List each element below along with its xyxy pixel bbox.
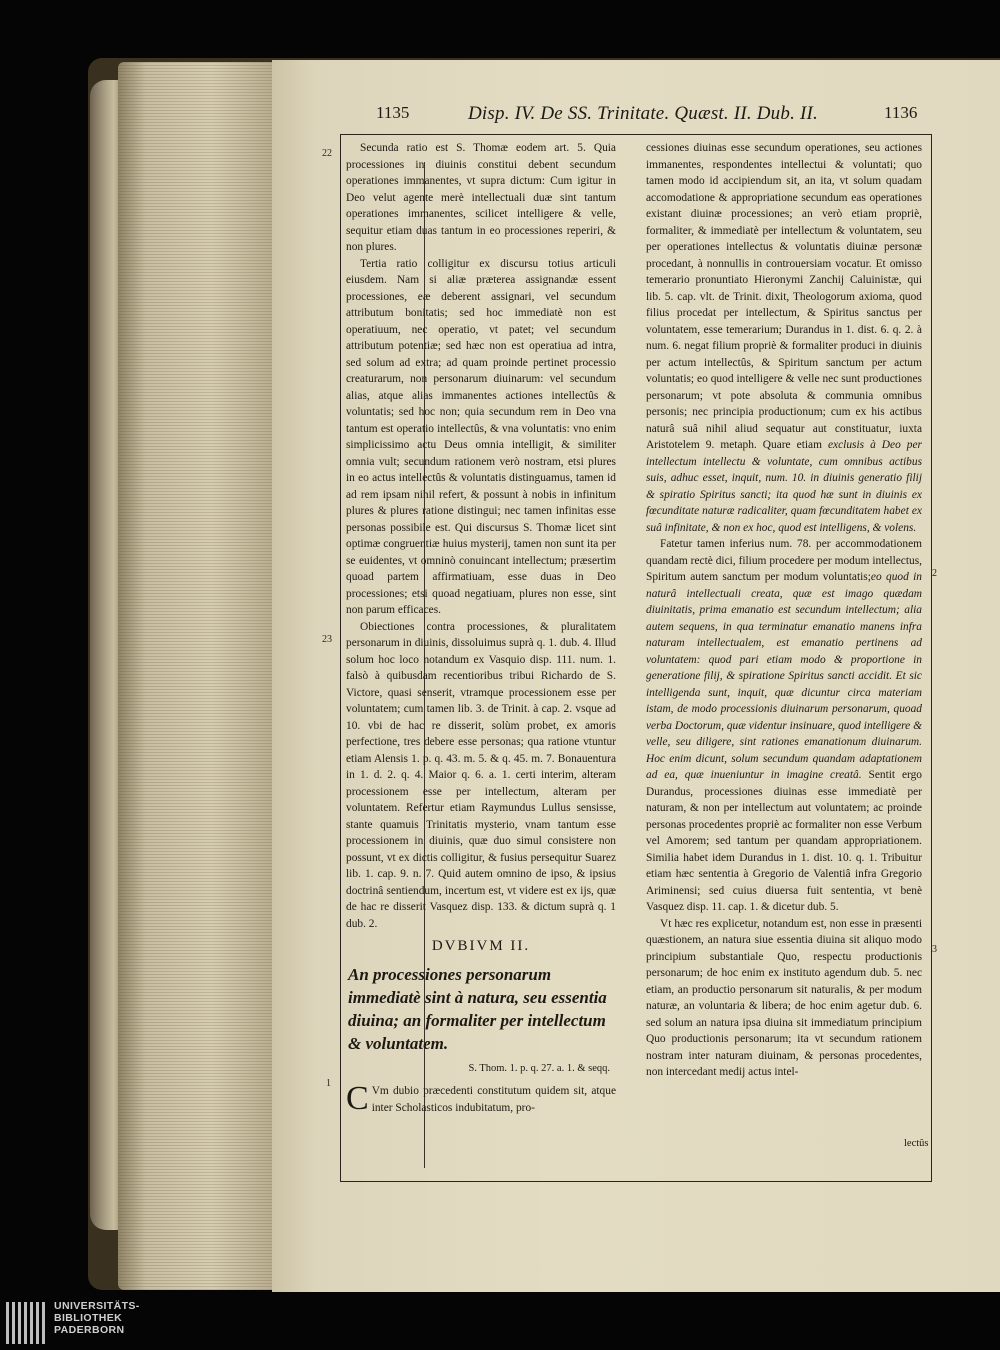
paragraph-text: Vm dubio præcedenti constitutum quidem sit, atque inter Scholasticos indubitatum, pro-	[371, 1085, 616, 1114]
paragraph	[646, 140, 922, 536]
paragraph: Tertia ratio colligitur ex discursu totius articuli eiusdem. Nam si aliæ præterea assignandæ essent processiones, eæ deberent assignari, vel secundum attributum bonitatis; sed hoc immediatè non est operatiuum, nec operatio, vt patet; vel secundum attributum potentiæ; sed hæc non est operatiua ad intra, sed solum ad extra; ad quam proinde pertinet processio creaturarum, non personarum diuinarum: vel secundum alias, atque alias immanentes actiones intellectûs & voluntatis; sed hoc non; quia secundum rem in Deo vna tantum est operatio intellectûs, & vna voluntatis: vno enim simplicissimo actu Deus omnia intelligit, & similiter omnia vult; secundum rationem verò nostram, etsi plures in eo actus intellectûs & voluntatis distinguamus, tamen id ad rem ipsam nihil refert, & possunt à nobis in infinitum plures & plures ratione distingui; nec tamen infinitas esse personas possibile est. Qui discursus S. Thomæ licet sint optimæ congruentiæ huius mysterij, tamen non sunt ita per se euidentes, vt omninò conuincant intellectum; præsertim quoad partem affirmatiuam, esse duas in Deo processiones; etsi quoad negatiuam, plures non esse, sint non parum efficaces.	[346, 257, 616, 616]
library-logo-icon	[6, 1302, 46, 1344]
citation: S. Thom. 1. p. q. 27. a. 1. & seqq.	[468, 1062, 610, 1074]
paragraph	[346, 1080, 616, 1117]
logo-line: UNIVERSITÄTS-	[54, 1300, 140, 1312]
margin-number: 2	[932, 568, 937, 579]
paragraph-text: Fatetur tamen inferius num. 78. per accommodationem quandam rectè dici, filium procedere per modum intellectus, Spiritum autem sanctum per modum voluntatis;	[646, 538, 922, 583]
quotation: eo quod in naturâ intellectuali creata, quæ est imago quædam diuinitatis, prima emanatio est secundum intellectum; alia autem sequens, in qua terminatur emanatio manens infra naturam intellectualem, est emanatio pertinens ad voluntatem: quod pari etiam modo & proportione in generatione filij, & spiratione Spiritus sancti accidit. Et sic intelligenda sunt, inquit, quæ dicuntur circa materiam istam, de modo processionis diuinarum personarum, quoad verba Doctorum, quæ videntur insinuare, quod intelligere & velle, seu diligere, sint rationes emanationum diuinarum. Hoc enim dicunt, solum secundum quandam adaptationem ad ea, quæ inueniuntur in imagine creatâ.	[646, 571, 922, 781]
question-heading: An processiones personarum immediatè sint à natura, seu essentia diuina; an formaliter per intellectum & voluntatem.	[348, 964, 607, 1053]
margin-number: 1	[326, 1078, 331, 1089]
paragraph: Obiectiones contra processiones, & pluralitatem personarum in diuinis, dissoluimus suprà q. 1. dub. 4. Illud solum hoc loco notandum ex Vasquio disp. 111. num. 1. falsò à quibusdam recentioribus tribui Richardo de S. Victore, quasi senserit, vtramque processionem esse per voluntatem; cum tamen lib. 3. de Trinit. à cap. 2. vsque ad 10. vbi de hac re disserit, solùm probet, ex amoris perfectione, tres debere esse personas; qua ratione vtuntur etiam Alensis 1. p. q. 43. m. 5. & q. 45. m. 7. Bonauentura in 1. d. 2. q. 4. Maior q. 6. a. 1. certi interim, alteram processionem esse per intellectum, alteram per voluntatem. Refertur etiam Raymundus Lullus sensisse, stante quamuis Trinitatis mysterio, vnam tantum esse processionem in diuinis, quæ duo simul consistere non possunt, vt ex dictis colligitur, & fusius persequitur Suarez lib. 1. cap. 9. n. 7. Quid autem omnino de ipso, & ipsius doctrinâ sentiendum, incertum est, vt videre est ex ijs, quæ de hac re disserit Vasquez disp. 133. & dictum suprà q. 1 dub. 2.	[346, 620, 616, 930]
library-logo-text	[54, 1300, 140, 1336]
paragraph: Vt hæc res explicetur, notandum est, non esse in præsenti quæstionem, an natura siue essentia diuina sit aliquo modo principium substantiale Quo, respectu productionis personarum; de hoc enim ex instituto agendum dub. 5. nec etiam, an productio personarum sit naturalis, & per modum naturæ, an voluntaria & libera; de hoc enim agetur dub. 6. sed solum an natura ipsa diuina sit immediatum principium Quo productionis personarum; ita vt secundum rationem nostram inter naturam diuinam, & personas procedentes, non intercedant medij actus intel-	[646, 917, 922, 1078]
logo-line: BIBLIOTHEK	[54, 1312, 123, 1324]
margin-number: 23	[322, 634, 332, 645]
margin-number: 3	[932, 944, 937, 955]
dubium-heading: DVBIVM II.	[431, 938, 531, 954]
right-column	[646, 140, 922, 1081]
page-number-right: 1136	[884, 103, 918, 122]
page-number-left: 1135	[376, 103, 410, 122]
drop-cap: C	[346, 1080, 369, 1117]
logo-line: PADERBORN	[54, 1324, 125, 1336]
paragraph: Secunda ratio est S. Thomæ eodem art. 5. Quia processiones in diuinis constitui debent secundum operationes immanentes, vt supra dictum: Cum igitur in Deo velut agente merè intellectuali duæ sint tantum operationes immanentes, scilicet intelligere & velle, sequitur etiam duas tantum in eo processiones reperiri, & non plures.	[346, 142, 616, 253]
paragraph-text: cessiones diuinas esse secundum operationes, seu actiones immanentes, respondentes intellectui & voluntati; quo tamen modo id accipiendum sit, an ita, vt solum quadam accomodatione & appropriatione secundum eas operationes existant diuinæ processiones; an verò etiam propriè, formaliter, & immediatè per intellectum & voluntatem, seu per operationes intellectus & voluntatis diuinæ personæ procedant, à nonnullis in controuersiam vocatur. Et omisso temerario pronuntiato Hieronymi Zanchij Caluinistæ, qui lib. 5. cap. vlt. de Trinit. dixit, Theologorum axioma, quod filius procedat per intellectum, & Spiritus sanctus per voluntatem, esse temerarium; Durandus in 1. dist. 6. q. 2. à num. 6. negat filium propriè & formaliter produci in diuinis per actum intellectûs, & Spiritum sanctum per actum voluntatis; eo quod intelligere & velle nec sunt productiones personarum; vt pote absoluta & communia omnibus personis; nec principia productionum; cum ex his actibus naturâ suâ nihil aliud sequatur aut constituatur, iuxta Aristotelem 9. metaph. Quare etiam	[646, 142, 922, 451]
paragraph	[646, 536, 922, 916]
catchword: lectûs	[904, 1138, 929, 1149]
library-stamp-band	[0, 1296, 1000, 1350]
paragraph-text: Sentit ergo Durandus, processiones diuinas esse immediatè per naturam, & non per intellectum aut voluntatem; ac proinde personas procedentes propriè ac formaliter non esse Verbum vel Amorem; sed tantum per quandam appropriationem. Similia habet idem Durandus in 1. dist. 10. q. 1. Tribuitur etiam hæc sententia à Gregorio de Valentiâ infra Gregorio Ariminensi; sed cuius diuersa fuit sententia, vt benè Vasquez disp. 11. cap. 1. & dicetur dub. 5.	[646, 769, 922, 913]
margin-number: 22	[322, 148, 332, 159]
left-column	[346, 140, 616, 1116]
book-page	[272, 60, 1000, 1292]
quotation: exclusis à Deo per intellectum intellectu & voluntate, cum omnibus actibus suis, adhuc esset, inquit, num. 10. in diuinis generatio filij & spiratio Spiritus sancti; ita quod hæ sunt in diuinis ex fœcunditate naturæ radicaliter, quam fœcunditatem habet ex suâ infinitate, & non ex hoc, quod est intelligens, & volens.	[646, 439, 922, 534]
running-title: Disp. IV. De SS. Trinitate. Quæst. II. Dub. II.	[468, 103, 818, 124]
page-edges	[118, 62, 274, 1290]
